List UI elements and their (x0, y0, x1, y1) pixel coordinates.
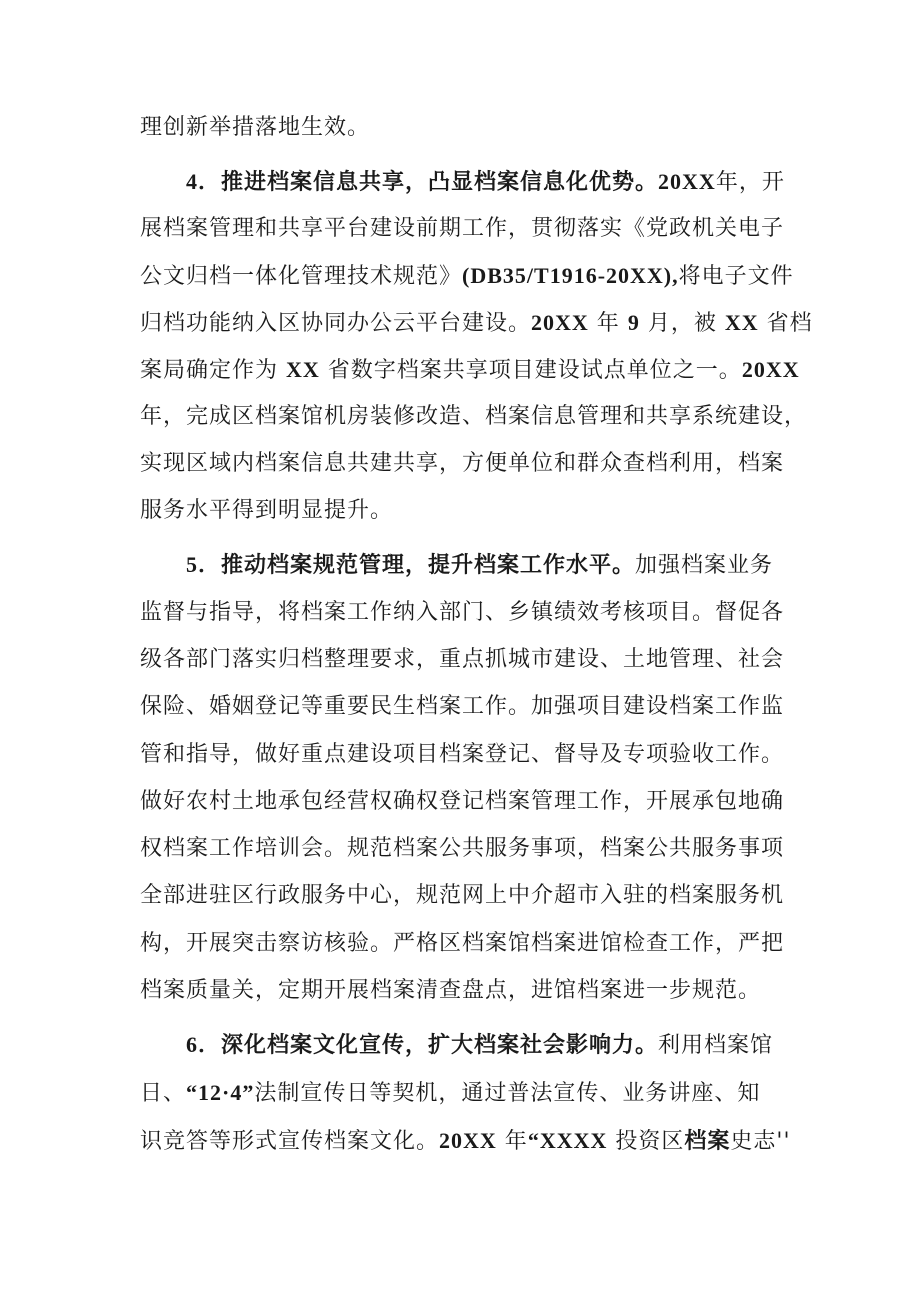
text-line (140, 920, 800, 968)
text-run: 权档案工作培训会。规范档案公共服务事项，档案公共服务事项 (140, 836, 785, 861)
text-line (140, 683, 800, 731)
text-run: 保险、婚姻登记等重要民生档案工作。加强项目建设档案工作监 (140, 694, 785, 719)
text-run: 公文归档一体化管理技术规范》 (140, 264, 463, 289)
text-run: 服务水平得到明显提升。 (140, 498, 394, 523)
section-number: 6． (186, 1032, 222, 1057)
text-run: 归档功能纳入区协同办公云平台建设。 (140, 311, 532, 336)
text-line (140, 1069, 800, 1117)
text-run: 理创新举措落地生效。 (140, 115, 371, 140)
text-line (140, 872, 800, 920)
date-text: “12·4” (186, 1080, 255, 1105)
text-line (140, 778, 800, 826)
text-run: 史志'' (730, 1129, 791, 1154)
text-line (140, 252, 800, 300)
text-line (140, 731, 800, 779)
year-text: 20XX (741, 357, 800, 382)
month-number: 9 (627, 310, 640, 335)
text-run: 省档 (766, 311, 813, 336)
text-line (140, 104, 800, 152)
text-run: 管和指导，做好重点建设项目档案登记、督导及专项验收工作。 (140, 742, 785, 767)
text-line (140, 440, 800, 488)
emphasis-text: 档案 (684, 1129, 731, 1154)
text-run: 监督与指导，将档案工作纳入部门、乡镇绩效考核项目。督促各 (140, 600, 785, 625)
text-run: 级各部门落实归档整理要求，重点抓城市建设、土地管理、社会 (140, 647, 785, 672)
text-run: 年 (504, 1129, 528, 1154)
text-run: 实现区域内档案信息共建共享，方便单位和群众查档利用，档案 (140, 451, 785, 476)
text-run: 加强档案业务 (635, 553, 774, 578)
year-text: 20XX (439, 1128, 497, 1153)
text-run: 省数字档案共享项目建设试点单位之一。 (327, 358, 742, 383)
text-line (140, 967, 800, 1015)
placeholder-text: “XXXX (527, 1128, 608, 1153)
text-run: 展档案管理和共享平台建设前期工作，贯彻落实《党政机关电子 (140, 216, 785, 241)
text-run: 利用档案馆 (658, 1033, 774, 1058)
text-line (140, 393, 808, 441)
text-run: 年 (596, 311, 620, 336)
text-run: 将电子文件 (678, 264, 794, 289)
text-run: 日、 (140, 1081, 187, 1106)
text-line (140, 1117, 800, 1165)
text-run: 投资区 (615, 1129, 685, 1154)
text-line (140, 205, 800, 253)
year-text: 20XX (531, 310, 589, 335)
year-text: 20XX (658, 169, 716, 194)
text-run: 构，开展突击察访核验。严格区档案馆档案进馆检查工作，严把 (140, 931, 785, 956)
text-line (140, 299, 813, 347)
section-4-heading-line (186, 158, 800, 206)
province-placeholder: XX (286, 357, 320, 382)
province-placeholder: XX (724, 310, 759, 335)
text-run: 做好农村土地承包经营权确权登记档案管理工作，开展承包地确 (140, 789, 785, 814)
section-5-heading-line (186, 541, 800, 589)
text-line (140, 346, 800, 394)
text-run: 全部进驻区行政服务中心，规范网上中介超市入驻的档案服务机 (140, 883, 785, 908)
text-line (140, 825, 800, 873)
text-run: 识竞答等形式宣传档案文化。 (140, 1129, 440, 1154)
text-run: 年，开 (715, 170, 785, 195)
section-number: 4． (186, 169, 222, 194)
text-run: 档案质量关，定期开展档案清查盘点，进馆档案进一步规范。 (140, 978, 762, 1003)
section-heading: 深化档案文化宣传，扩大档案社会影响力。 (221, 1033, 659, 1058)
text-line (140, 487, 800, 535)
section-heading: 推进档案信息共享，凸显档案信息化优势。 (221, 170, 659, 195)
text-run: 年，完成区档案馆机房装修改造、档案信息管理和共享系统建设， (140, 404, 808, 429)
section-number: 5． (186, 552, 222, 577)
section-6-heading-line (186, 1021, 800, 1069)
text-run: 案局确定作为 (140, 358, 279, 383)
section-heading: 推动档案规范管理，提升档案工作水平。 (221, 553, 636, 578)
text-line (140, 636, 800, 684)
text-run: 月，被 (647, 311, 717, 336)
text-run: 法制宣传日等契机，通过普法宣传、业务讲座、知 (254, 1081, 761, 1106)
text-line (140, 589, 800, 637)
standard-code: (DB35/T1916-20XX), (462, 263, 679, 288)
